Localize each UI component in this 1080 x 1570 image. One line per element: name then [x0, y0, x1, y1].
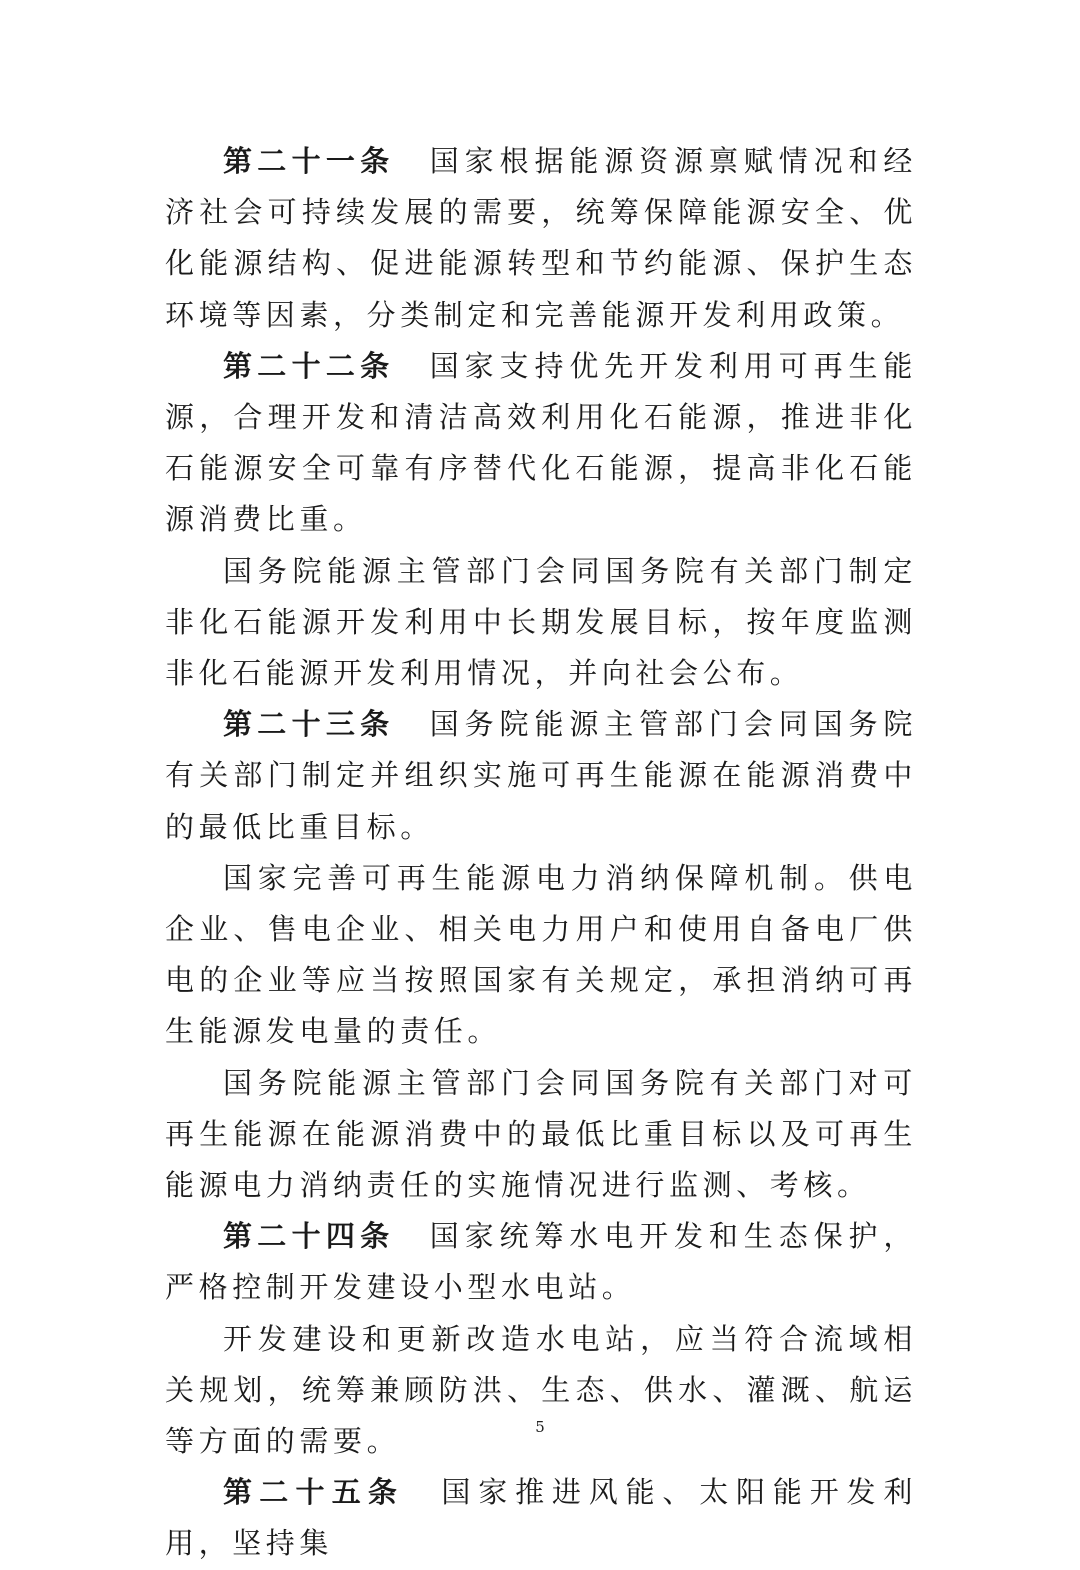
paragraph-text: 国家根据能源资源禀赋情况和经济社会可持续发展的需要，统筹保障能源安全、优化能源结构、促进能源转型和节约能源、保护生态环境等因素，分类制定和完善能源开发利用政策。	[165, 144, 917, 332]
paragraph-text: 国家支持优先开发利用可再生能源，合理开发和清洁高效利用化石能源，推进非化石能源安全可靠有序替代化石能源，提高非化石能源消费比重。	[165, 348, 917, 537]
paragraph-text: 国家推进风能、太阳能开发利用，坚持集	[165, 1475, 917, 1561]
paragraph-text: 国家统筹水电开发和生态保护，严格控制开发建设小型水电站。	[165, 1219, 917, 1305]
paragraph-text: 国务院能源主管部门会同国务院有关部门制定并组织实施可再生能源在能源消费中的最低比重目标。	[165, 707, 917, 844]
paragraph-article-22-clause-2	[165, 546, 917, 700]
paragraph-text: 国家完善可再生能源电力消纳保障机制。供电企业、售电企业、相关电力用户和使用自备电厂供电的企业等应当按照国家有关规定，承担消纳可再生能源发电量的责任。	[165, 860, 917, 1049]
paragraph-article-24	[165, 1211, 917, 1313]
paragraph-text: 开发建设和更新改造水电站，应当符合流域相关规划，统筹兼顾防洪、生态、供水、灌溉、航运等方面的需要。	[165, 1321, 917, 1459]
article-number: 第二十一条	[223, 144, 395, 178]
paragraph-article-24-clause-2	[165, 1314, 917, 1468]
paragraph-article-21	[165, 136, 917, 341]
paragraph-text: 国务院能源主管部门会同国务院有关部门制定非化石能源开发利用中长期发展目标，按年度监测非化石能源开发利用情况，并向社会公布。	[165, 553, 917, 691]
article-number: 第二十三条	[223, 707, 395, 742]
document-body	[165, 136, 917, 1570]
paragraph-text: 国务院能源主管部门会同国务院有关部门对可再生能源在能源消费中的最低比重目标以及可再生能源电力消纳责任的实施情况进行监测、考核。	[165, 1065, 917, 1203]
article-number: 第二十五条	[223, 1475, 405, 1510]
paragraph-article-25	[165, 1467, 917, 1569]
paragraph-article-23	[165, 699, 917, 853]
article-number: 第二十四条	[223, 1219, 395, 1254]
page-number: 5	[535, 1418, 545, 1436]
paragraph-article-23-clause-3	[165, 1058, 917, 1212]
article-number: 第二十二条	[223, 348, 395, 383]
paragraph-article-22	[165, 341, 917, 546]
paragraph-article-23-clause-2	[165, 853, 917, 1058]
